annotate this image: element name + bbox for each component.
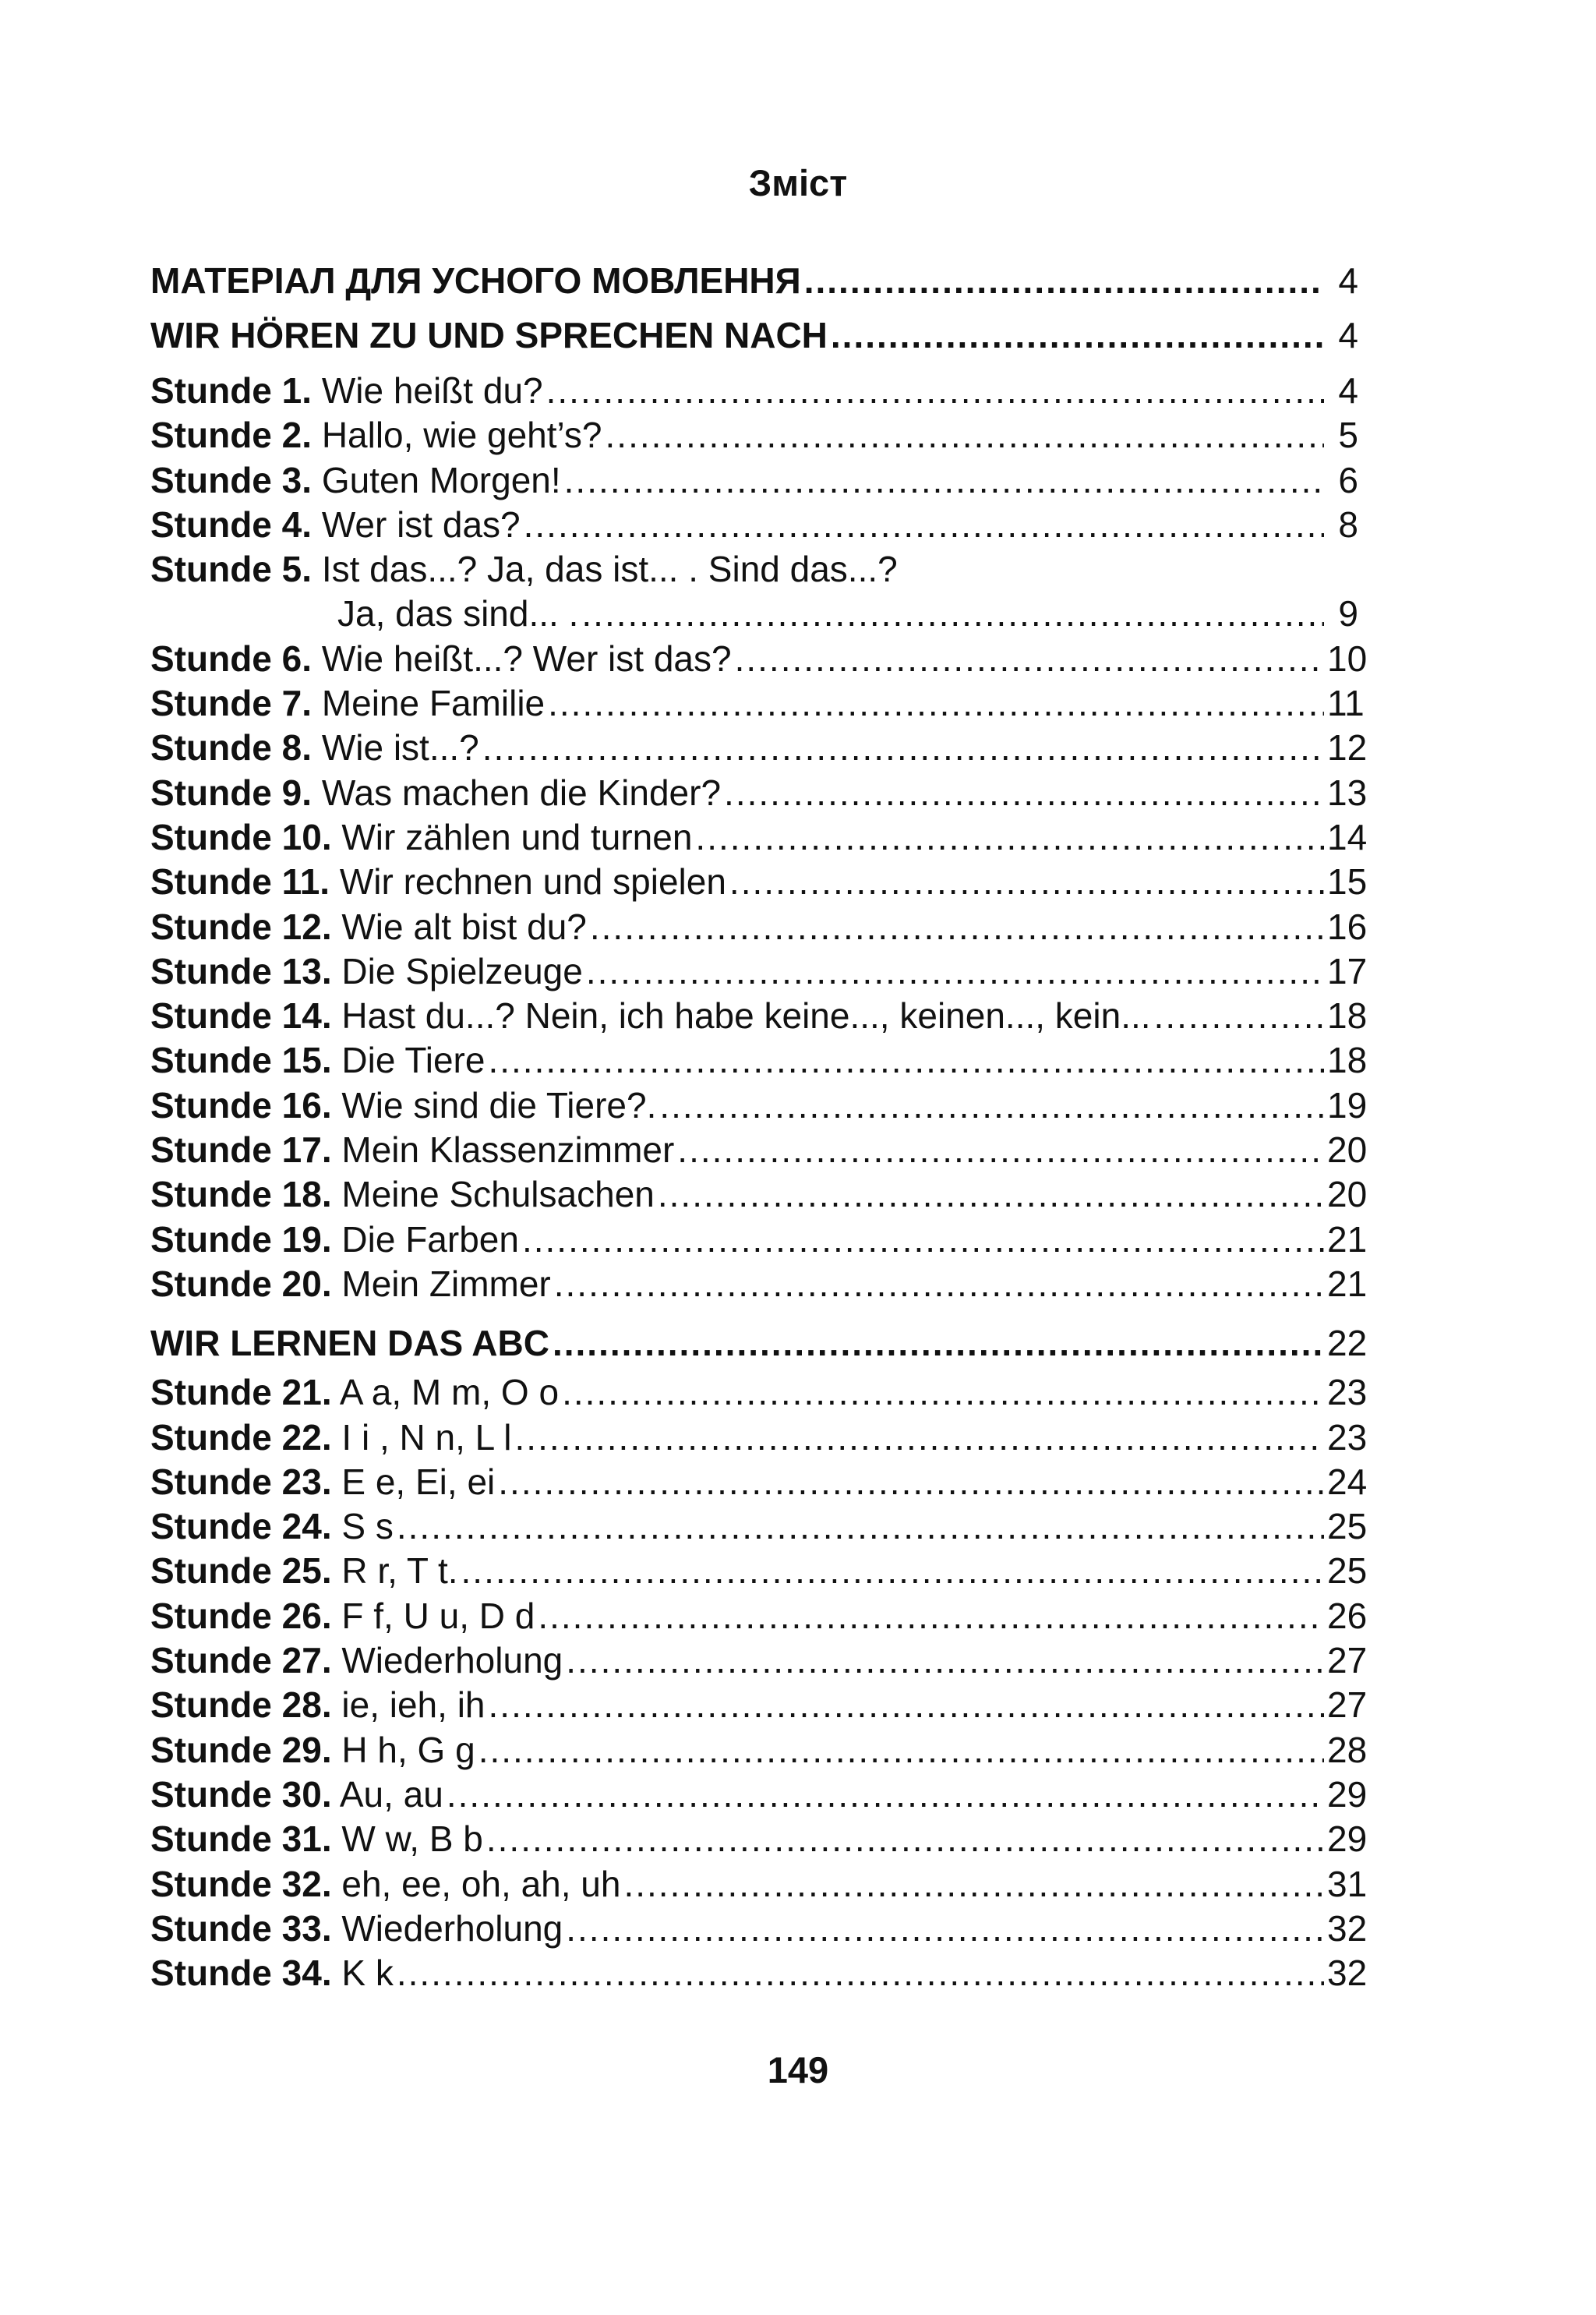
entry-page: 17 — [1327, 950, 1368, 991]
section-title: МАТЕРІАЛ ДЛЯ УСНОГО МОВЛЕННЯ — [150, 260, 801, 301]
entry-label — [150, 637, 732, 681]
entry-label — [150, 1504, 394, 1549]
toc-entry — [150, 1772, 1368, 1817]
entry-number: Stunde 33. — [150, 1907, 332, 1949]
toc-entry — [150, 905, 1368, 949]
entry-page: 25 — [1327, 1506, 1368, 1547]
dot-leader — [478, 1728, 1324, 1772]
toc-entry — [150, 503, 1358, 547]
entry-number: Stunde 23. — [150, 1461, 332, 1502]
entry-page: 26 — [1327, 1595, 1368, 1636]
entry-label — [150, 1370, 559, 1415]
dot-leader — [522, 1218, 1324, 1262]
entry-page: 20 — [1327, 1174, 1368, 1215]
entry-number: Stunde 19. — [150, 1218, 332, 1260]
entry-title: A a, M m, O o — [339, 1372, 560, 1413]
entry-number: Stunde 15. — [150, 1040, 332, 1081]
dot-leader — [553, 1316, 1324, 1370]
entry-number: Stunde 13. — [150, 950, 332, 991]
dot-leader — [397, 1504, 1324, 1549]
entry-label — [150, 860, 726, 904]
entry-title: Wie heißt...? Wer ist das? — [321, 638, 732, 679]
entry-number: Stunde 22. — [150, 1416, 332, 1458]
entry-number: Stunde 30. — [150, 1773, 332, 1815]
section-page: 4 — [1338, 260, 1358, 301]
section-page: 22 — [1327, 1323, 1368, 1364]
toc-entry — [150, 1083, 1368, 1128]
toc-entry — [150, 547, 1358, 592]
dot-leader — [581, 592, 1324, 636]
entry-page: 24 — [1327, 1461, 1368, 1502]
entry-page: 23 — [1327, 1416, 1368, 1458]
entry-title: W w, B b — [341, 1818, 483, 1860]
toc-entry — [150, 1460, 1368, 1504]
entry-page: 32 — [1327, 1953, 1368, 1994]
entry-page: 29 — [1327, 1773, 1368, 1815]
dot-leader — [397, 1951, 1324, 1995]
toc-entry — [150, 1128, 1368, 1172]
toc-entry — [150, 949, 1368, 994]
entry-page: 14 — [1327, 816, 1368, 857]
entry-number: Stunde 6. — [150, 638, 312, 679]
entry-page: 27 — [1327, 1684, 1368, 1726]
entry-label — [150, 1218, 519, 1262]
entry-title: Au, au — [339, 1773, 443, 1815]
entry-title: Wie alt bist du? — [341, 906, 587, 947]
dot-leader — [486, 1817, 1324, 1861]
entry-page: 4 — [1338, 370, 1358, 411]
entry-title: Wie ist...? — [321, 727, 479, 769]
dot-leader — [623, 1862, 1324, 1907]
entry-label — [150, 503, 521, 547]
entry-number: Stunde 20. — [150, 1263, 332, 1304]
page-number: 149 — [767, 2049, 829, 2091]
entry-label — [150, 1172, 655, 1217]
dot-leader — [515, 1416, 1324, 1460]
section-title: WIR HÖREN ZU UND SPRECHEN NACH — [150, 315, 828, 355]
dot-leader — [659, 1083, 1324, 1128]
entry-label — [150, 1817, 483, 1861]
toc-entry — [150, 681, 1365, 726]
toc-entry — [150, 637, 1368, 681]
section-title: WIR LERNEN DAS ABC — [150, 1323, 549, 1364]
dot-leader — [524, 503, 1324, 547]
entry-number: Stunde 32. — [150, 1863, 332, 1904]
entry-title: Die Spielzeuge — [341, 950, 583, 991]
entry-title-continued: Ja, das sind... . — [337, 593, 579, 634]
entry-page: 29 — [1327, 1818, 1368, 1860]
entry-title: S s — [341, 1506, 394, 1547]
entry-label — [150, 905, 587, 949]
dot-leader — [461, 1549, 1324, 1593]
dot-leader — [1154, 994, 1324, 1038]
toc-entry — [150, 458, 1358, 503]
entry-title: Hast du...? Nein, ich habe keine..., keinen..., kein... — [341, 995, 1151, 1037]
dot-leader — [724, 771, 1324, 815]
toc-entry — [150, 1862, 1368, 1907]
toc-entry — [150, 1951, 1368, 1995]
entry-page: 21 — [1327, 1263, 1368, 1304]
entry-page: 16 — [1327, 906, 1368, 947]
entry-page: 19 — [1327, 1084, 1368, 1126]
entry-page: 11 — [1327, 683, 1365, 724]
entry-title: Wir zählen und turnen — [341, 816, 693, 857]
entry-page: 12 — [1327, 727, 1368, 769]
entry-label — [150, 1038, 485, 1083]
toc-entry — [150, 815, 1368, 860]
entry-label — [150, 413, 602, 458]
entry-label — [150, 1951, 394, 1995]
dot-leader — [548, 681, 1324, 726]
toc-section-heading — [150, 253, 1358, 308]
entry-number: Stunde 12. — [150, 906, 332, 947]
toc-entry — [150, 1817, 1368, 1861]
entry-number: Stunde 10. — [150, 816, 332, 857]
toc-entry — [150, 1504, 1368, 1549]
entry-title: R r, T t. — [341, 1550, 458, 1592]
entry-number: Stunde 31. — [150, 1818, 332, 1860]
entry-title: Guten Morgen! — [321, 459, 561, 500]
entry-title: eh, ee, oh, ah, uh — [341, 1863, 621, 1904]
entry-number: Stunde 21. — [150, 1372, 332, 1413]
entry-page: 18 — [1327, 1040, 1368, 1081]
toc-entry — [150, 1638, 1368, 1683]
dot-leader — [566, 1907, 1324, 1951]
entry-page: 9 — [1338, 593, 1358, 634]
entry-number: Stunde 7. — [150, 683, 312, 724]
entry-label — [150, 458, 561, 503]
entry-number: Stunde 11. — [150, 861, 330, 903]
toc-entry — [150, 860, 1368, 904]
entry-page: 21 — [1327, 1218, 1368, 1260]
toc-entry — [150, 994, 1368, 1038]
dot-leader — [482, 726, 1324, 770]
toc-entry — [150, 1549, 1368, 1593]
entry-page: 18 — [1327, 995, 1368, 1037]
entry-page: 28 — [1327, 1729, 1368, 1770]
entry-number: Stunde 25. — [150, 1550, 332, 1592]
toc-entry — [150, 1907, 1368, 1951]
toc-entry — [150, 413, 1358, 458]
dot-leader — [488, 1038, 1324, 1083]
entry-number: Stunde 9. — [150, 772, 312, 813]
table-of-contents — [150, 253, 1368, 1995]
entry-number: Stunde 18. — [150, 1174, 332, 1215]
entry-label — [150, 1083, 656, 1128]
toc-entry — [150, 1370, 1368, 1415]
entry-number: Stunde 4. — [150, 504, 312, 545]
dot-leader — [489, 1683, 1324, 1727]
dot-leader — [498, 1460, 1324, 1504]
entry-title: Meine Familie — [321, 683, 546, 724]
dot-leader — [447, 1772, 1324, 1817]
dot-leader — [546, 369, 1324, 413]
entry-title: Wer ist das? — [321, 504, 521, 545]
entry-label — [150, 1262, 551, 1306]
toc-entry-continuation — [150, 592, 1358, 636]
toc-entry — [150, 1262, 1368, 1306]
entry-number: Stunde 26. — [150, 1595, 332, 1636]
entry-page: 23 — [1327, 1372, 1368, 1413]
entry-page: 20 — [1327, 1129, 1368, 1171]
dot-leader — [566, 1638, 1324, 1683]
entry-label — [150, 771, 721, 815]
dot-leader — [658, 1172, 1324, 1217]
toc-entry — [150, 1728, 1368, 1772]
entry-title: Die Tiere — [341, 1040, 486, 1081]
dot-leader — [586, 949, 1324, 994]
entry-title: E e, Ei, ei — [341, 1461, 496, 1502]
entry-number: Stunde 29. — [150, 1729, 332, 1770]
entry-number: Stunde 8. — [150, 727, 312, 769]
toc-entry — [150, 369, 1358, 413]
entry-label — [150, 1683, 486, 1727]
entry-label — [150, 1416, 512, 1460]
entry-title: Ist das...? Ja, das ist... . Sind das...? — [321, 549, 898, 590]
entry-label — [150, 369, 543, 413]
entry-label — [150, 949, 583, 994]
entry-label — [150, 815, 692, 860]
entry-title: ie, ieh, ih — [341, 1684, 486, 1726]
entry-label — [150, 1638, 563, 1683]
toc-entry — [150, 726, 1368, 770]
entry-title: Wie sind die Tiere?. — [341, 1084, 657, 1126]
dot-leader — [538, 1594, 1324, 1638]
entry-title: F f, U u, D d — [341, 1595, 535, 1636]
entry-label — [150, 1907, 563, 1951]
entry-page: 8 — [1338, 504, 1358, 545]
toc-entry — [150, 1416, 1368, 1460]
entry-number: Stunde 14. — [150, 995, 332, 1037]
entry-label — [150, 681, 545, 726]
entry-page: 5 — [1338, 415, 1358, 456]
dot-leader — [590, 905, 1324, 949]
dot-leader — [562, 1370, 1324, 1415]
toc-entry — [150, 1683, 1368, 1727]
dot-leader — [735, 637, 1324, 681]
entry-title: Was machen die Kinder? — [321, 772, 722, 813]
entry-label — [150, 1594, 535, 1638]
entry-page: 27 — [1327, 1640, 1368, 1681]
page-title: Зміст — [748, 162, 848, 203]
dot-leader — [804, 253, 1324, 308]
entry-title: K k — [341, 1953, 394, 1994]
entry-label — [150, 1128, 674, 1172]
entry-title: Mein Zimmer — [341, 1263, 551, 1304]
entry-page: 6 — [1338, 459, 1358, 500]
entry-number: Stunde 3. — [150, 459, 312, 500]
entry-page: 31 — [1327, 1863, 1368, 1904]
entry-title: Wiederholung — [341, 1640, 563, 1681]
entry-title: Wir rechnen und spielen — [339, 861, 726, 903]
toc-entry — [150, 1038, 1368, 1083]
entry-title: Meine Schulsachen — [341, 1174, 655, 1215]
entry-title: Mein Klassenzimmer — [341, 1129, 675, 1171]
dot-leader — [554, 1262, 1324, 1306]
entry-label — [150, 1728, 475, 1772]
entry-number: Stunde 2. — [150, 415, 312, 456]
section-page: 4 — [1338, 315, 1358, 355]
entry-label — [150, 726, 479, 770]
entry-page: 25 — [1327, 1550, 1368, 1592]
dot-leader — [695, 815, 1324, 860]
dot-leader — [729, 860, 1324, 904]
entry-label — [150, 1772, 443, 1817]
entry-number: Stunde 17. — [150, 1129, 332, 1171]
entry-label — [150, 994, 1151, 1038]
toc-entry — [150, 1594, 1368, 1638]
entry-page: 10 — [1327, 638, 1368, 679]
entry-title: I i , N n, L l — [341, 1416, 512, 1458]
dot-leader — [831, 308, 1324, 362]
toc-entry — [150, 1172, 1368, 1217]
entry-number: Stunde 1. — [150, 370, 312, 411]
entry-label — [150, 1460, 495, 1504]
entry-number: Stunde 34. — [150, 1953, 332, 1994]
toc-section-heading — [150, 308, 1358, 362]
entry-label — [150, 1549, 458, 1593]
entry-number: Stunde 5. — [150, 549, 312, 590]
entry-page: 13 — [1327, 772, 1368, 813]
entry-title: Wie heißt du? — [321, 370, 543, 411]
dot-leader — [564, 458, 1324, 503]
entry-title: H h, G g — [341, 1729, 475, 1770]
entry-label — [150, 547, 898, 592]
entry-label — [150, 1862, 620, 1907]
toc-entry — [150, 1218, 1368, 1262]
entry-page: 32 — [1327, 1907, 1368, 1949]
dot-leader — [677, 1128, 1324, 1172]
toc-entry — [150, 771, 1368, 815]
entry-number: Stunde 28. — [150, 1684, 332, 1726]
entry-number: Stunde 24. — [150, 1506, 332, 1547]
entry-title: Hallo, wie geht’s? — [321, 415, 602, 456]
entry-title: Die Farben — [341, 1218, 519, 1260]
entry-title: Wiederholung — [341, 1907, 563, 1949]
toc-section-heading — [150, 1316, 1368, 1370]
dot-leader — [606, 413, 1324, 458]
entry-number: Stunde 27. — [150, 1640, 332, 1681]
entry-page: 15 — [1327, 861, 1368, 903]
entry-number: Stunde 16. — [150, 1084, 332, 1126]
